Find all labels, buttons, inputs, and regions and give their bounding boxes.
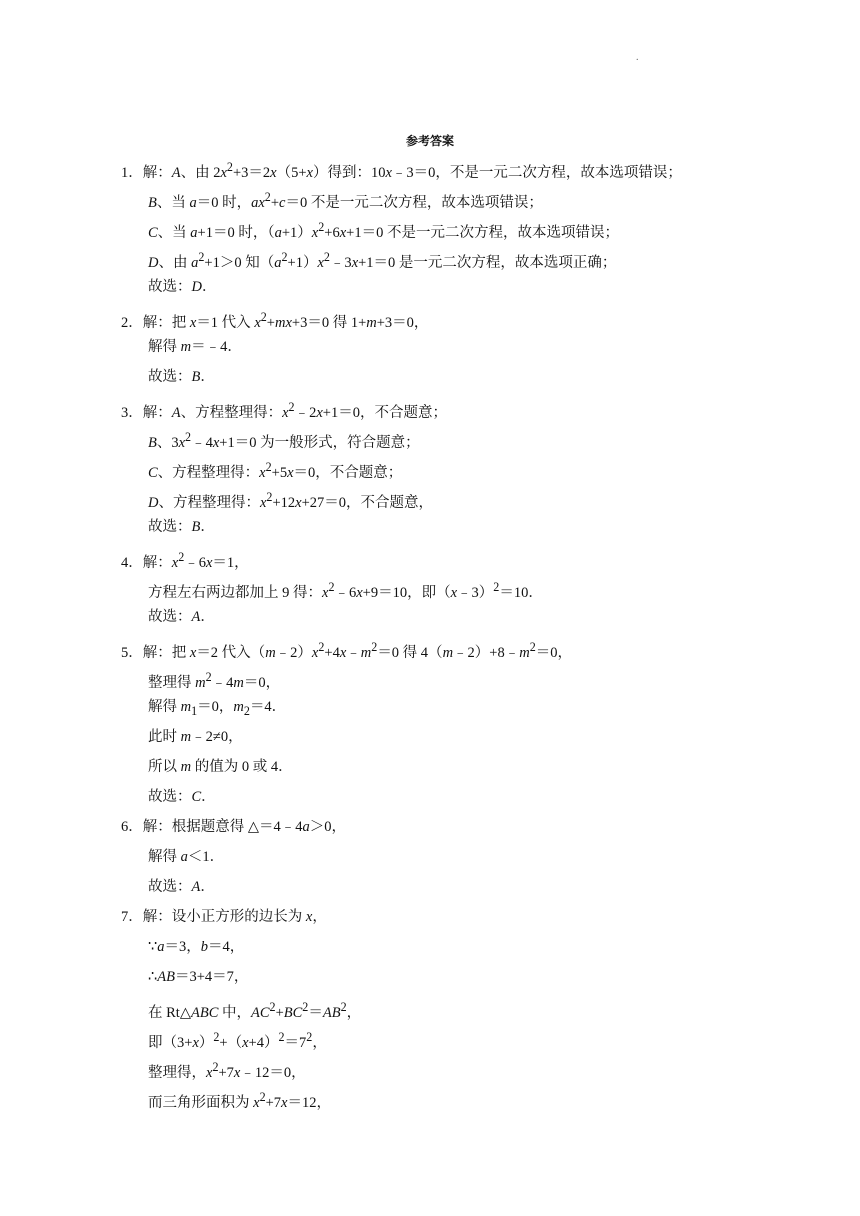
answer-line: 5．解：把 x＝2 代入$(m﹣2)x^2+4x﹣m^2=0$ 得 $4(m﹣2)+8﹣m^2=0$， [121,640,573,661]
answer-line: 2．解：把 x＝1 代入 $x^2+mx+3=0$ 得 1+m+3＝0， [121,310,429,331]
page-title: 参考答案 [405,134,454,148]
answer-line: 整理得 $m^2﹣4m=0$， [148,670,281,691]
answer-line: 故选：B． [148,519,215,535]
answer-line: 此时 m﹣2≠0， [148,729,243,745]
answer-line: 故选：C． [148,789,216,805]
answer-line: 解得 m＝﹣4． [148,339,242,355]
page-marker-dot: . [636,52,639,63]
answer-line: 4．解：$x^2﹣6x=1$， [121,550,249,571]
answer-line: ∵a＝3，b＝4， [148,939,245,955]
answer-line: 6．解：根据题意得 △＝4﹣4a＞0， [121,819,347,835]
answer-line: 7．解：设小正方形的边长为 x， [121,909,327,925]
answer-line: 即$(3+x)^2+(x+4)^2=7^2$， [148,1030,327,1051]
answer-line: 故选：A． [148,879,215,895]
answer-line: 解得 a＜1． [148,849,225,865]
answer-line: B、当 a＝0 时，$ax^2+c=0$ 不是一元二次方程，故本选项错误； [148,190,543,211]
answer-line: B、$3x^2﹣4x+1=0$ 为一般形式，符合题意； [148,430,420,451]
answer-line: 解得 $m_1=0$，$m_2=4$． [148,699,287,718]
answer-line: ∴AB＝3+4＝7， [148,969,249,985]
answer-line: 所以 m 的值为 0 或 4． [148,759,293,775]
answer-line: D、方程整理得：$x^2+12x+27=0$，不合题意， [148,490,434,511]
answer-line: 方程左右两边都加上 9 得：$x^2﹣6x+9=10$，即（x﹣3）$^2$＝10． [148,580,543,601]
answer-line: 故选：D． [148,279,217,295]
answer-line: 在 Rt△ABC 中，$AC^2+BC^2=AB^2$， [148,1000,362,1021]
answer-line: C、方程整理得：$x^2+5x=0$，不合题意； [148,460,403,481]
answer-line: C、当 a+1＝0 时，$(a+1)x^2+6x+1=0$ 不是一元二次方程，故本选项错误； [148,220,619,241]
answer-line: 故选：B． [148,369,215,385]
answer-line: 1．解：A、由 $2x^2+3=2x(5+x)$得到：10x﹣3＝0，不是一元二次方程，故本选项错误； [121,160,682,181]
answer-line: 整理得，$x^2+7x﹣12=0$， [148,1060,306,1081]
answer-line: 3．解：A、方程整理得：$x^2﹣2x+1=0$，不合题意； [121,400,447,421]
answer-line: 故选：A． [148,609,215,625]
answer-line: D、由 $a^2+1>0$ 知$(a^2+1)x^2﹣3x+1=0$ 是一元二次方程，故本选项正确； [148,250,617,271]
answer-line: 而三角形面积为 $x^2+7x=12$， [148,1090,331,1111]
